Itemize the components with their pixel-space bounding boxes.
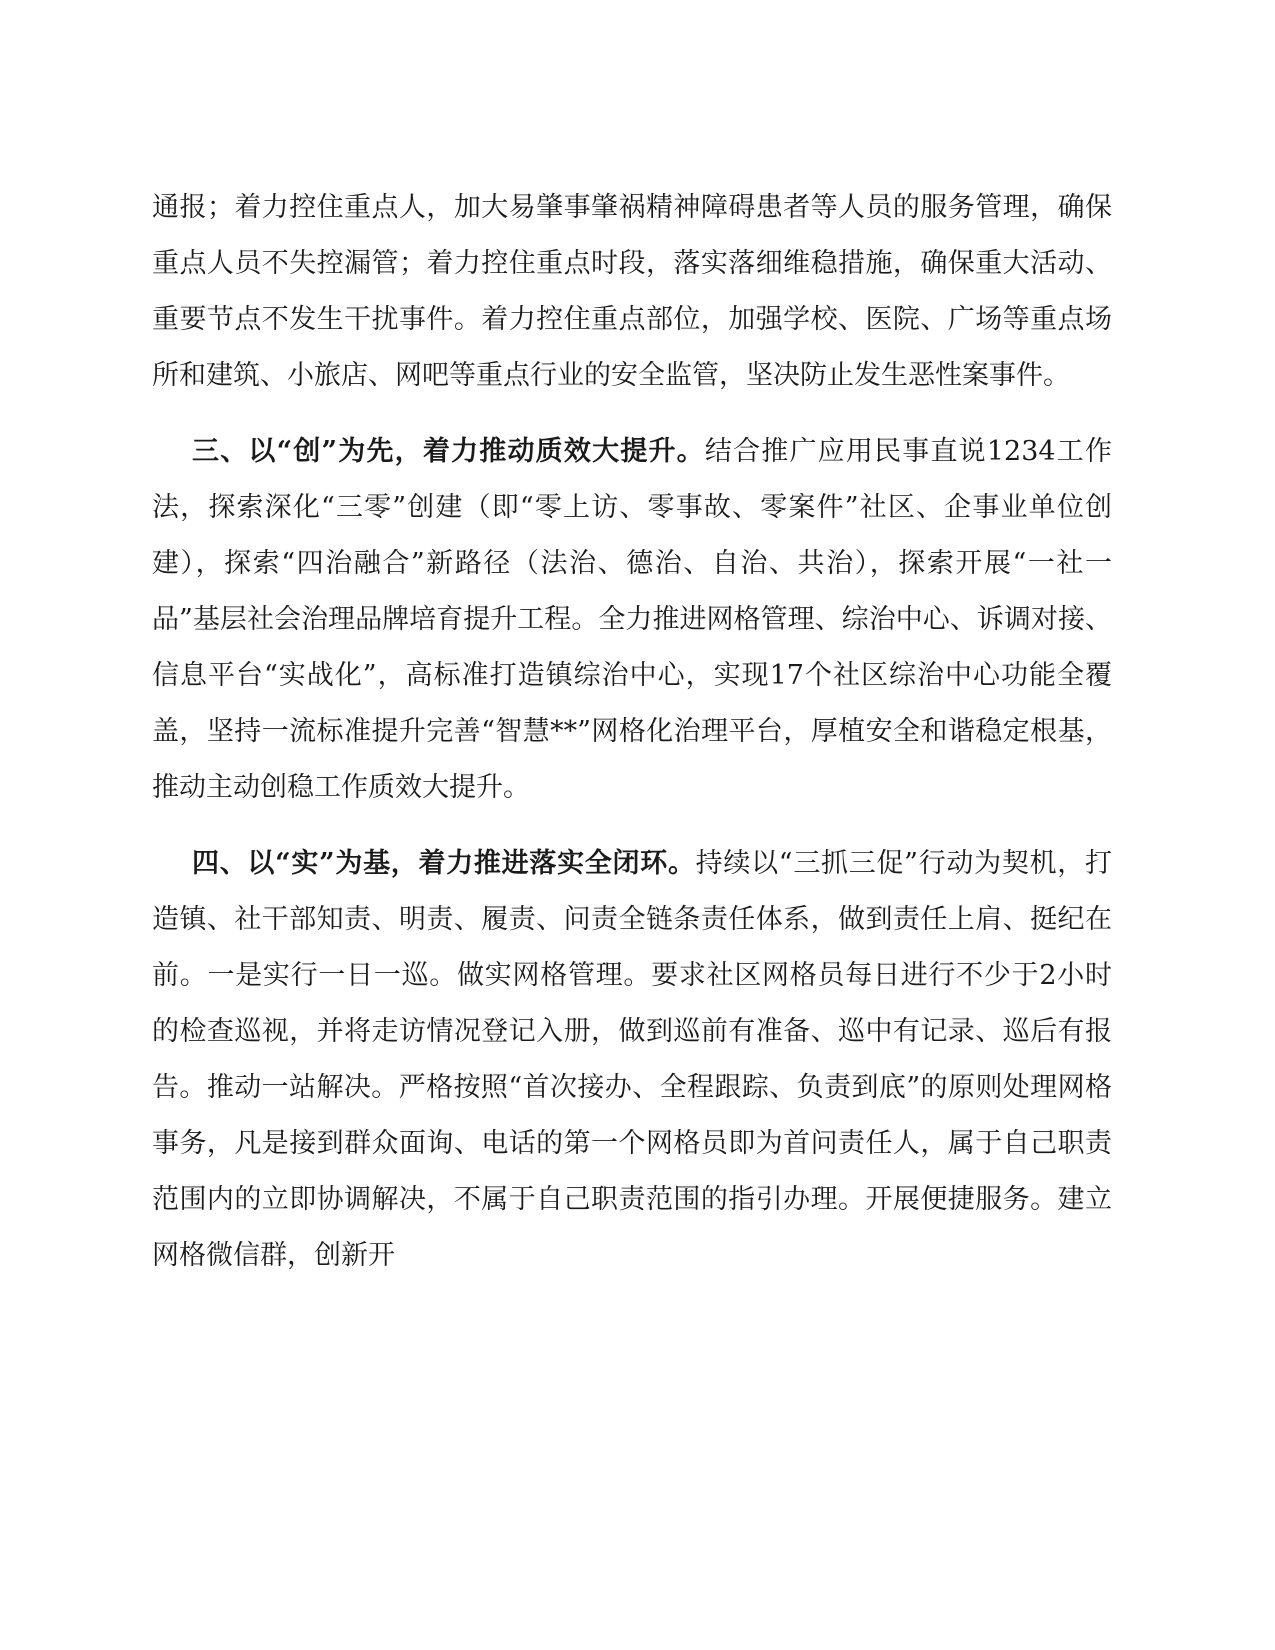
section-four-body: 持续以“三抓三促”行动为契机，打造镇、社干部知责、明责、履责、问责全链条责任体系，做到责任上肩、挺纪在前。一是实行一日一巡。做实网格管理。要求社区网格员每日进行不少于2小时的检查巡视，并将走访情况登记入册，做到巡前有准备、巡中有记录、巡后有报告。推动一站解决。严格按照“首次接办、全程跟踪、负责到底”的原则处理网格事务，凡是接到群众面询、电话的第一个网格员即为首问责任人，属于自己职责范围内的立即协调解决，不属于自己职责范围的指引办理。开展便捷服务。建立网格微信群，创新开 [152,848,1112,1271]
paragraph-body-text: 通报；着力控住重点人，加大易肇事肇祸精神障碍患者等人员的服务管理，确保重点人员不失控漏管；着力控住重点时段，落实落细维稳措施，确保重大活动、重要节点不发生干扰事件。着力控住重点部位，加强学校、医院、广场等重点场所和建筑、小旅店、网吧等重点行业的安全监管，坚决防止发生恶性案事件。 [152,192,1112,391]
paragraph-section-four [152,836,1112,1284]
paragraph-section-three [152,424,1112,816]
paragraph-continuation [152,180,1112,404]
section-three-body: 结合推广应用民事直说1234工作法，探索深化“三零”创建（即“零上访、零事故、零案件”社区、企事业单位创建），探索“四治融合”新路径（法治、德治、自治、共治），探索开展“一社一品”基层社会治理品牌培育提升工程。全力推进网格管理、综治中心、诉调对接、信息平台“实战化”，高标准打造镇综治中心，实现17个社区综治中心功能全覆盖，坚持一流标准提升完善“智慧**”网格化治理平台，厚植安全和谐稳定根基，推动主动创稳工作质效大提升。 [152,436,1112,803]
section-four-heading: 四、以“实”为基，着力推进落实全闭环。 [192,848,696,879]
document-body [152,180,1112,1284]
section-three-heading: 三、以“创”为先，着力推动质效大提升。 [192,436,705,467]
